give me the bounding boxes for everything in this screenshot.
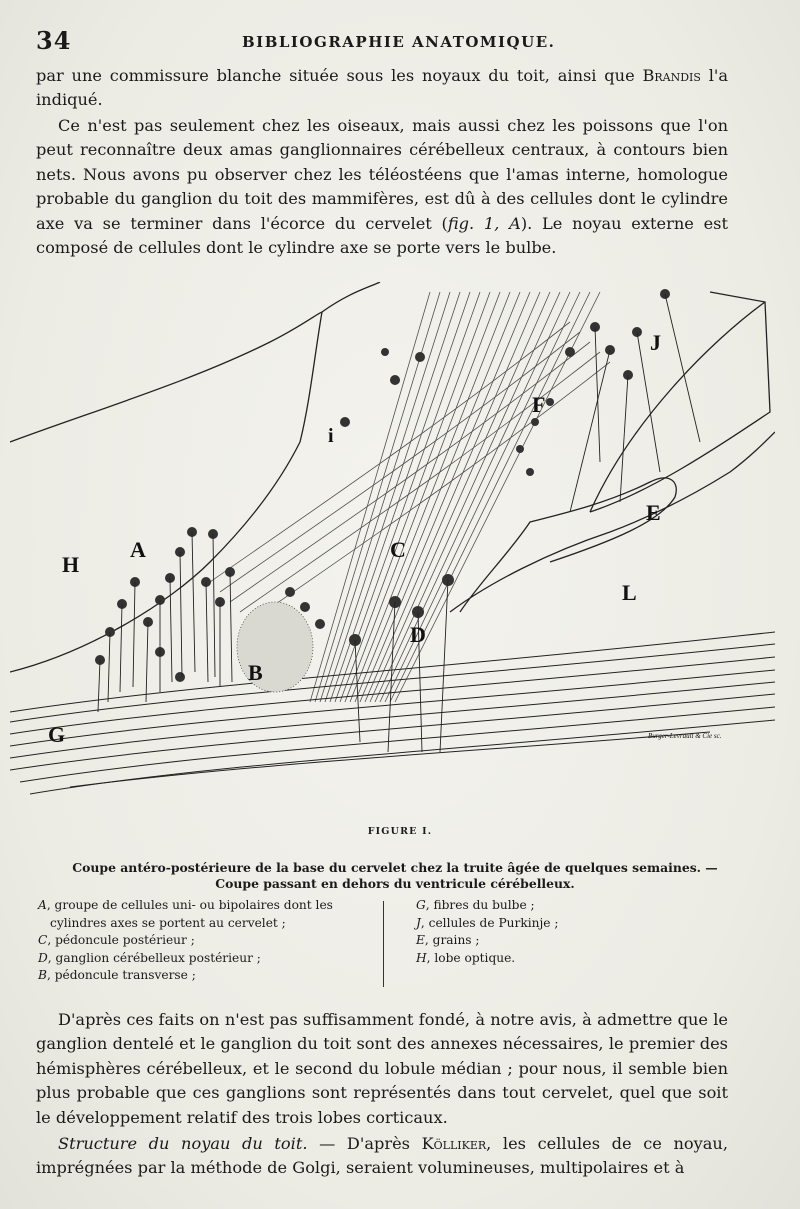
paragraph-3: D'après ces faits on n'est pas suffisamment fondé, à notre avis, à admettre que le ganglion dentelé et le ganglion du toit sont des annexes nécessaires, le premier des hémisphères cérébelleux, et le second du lobule médian ; pour nous, il semble bien plus probable que ces ganglions sont représentés dans tout cervelet, quel que soit le développement relatif des trois lobes corticaux. (36, 1010, 728, 1127)
p4-text-after: , les cellules de ce noyau, imprégnées par la méthode de Golgi, seraient volumineuses, multipolaires et à (36, 1134, 728, 1178)
legend-item: J, cellules de Purkinje ; (416, 915, 559, 930)
legend-item: G, fibres du bulbe ; (416, 898, 535, 912)
fig-label-G: G (48, 722, 66, 747)
fig-label-L: L (622, 580, 637, 605)
running-title: BIBLIOGRAPHIE ANATOMIQUE. (242, 33, 556, 51)
fig-label-i: i (328, 425, 334, 447)
figure-cerebellum-section (10, 282, 775, 797)
fig-label-A: A (130, 537, 146, 562)
legend-item: A, groupe de cellules uni- ou bipolaires dont les cylindres axes se portent au cervelet ; (38, 898, 333, 930)
legend-item: H, lobe optique. (416, 950, 516, 965)
p2-text-after: ). Le noyau externe est composé de cellules dont le cylindre axe se porte vers le bulbe. (36, 213, 728, 258)
author-name-kolliker: Kölliker (421, 1134, 487, 1153)
p1-text-after: l'a indiqué. (36, 66, 728, 110)
fig-label-D: D (410, 622, 426, 647)
author-name-brandis: Brandis (642, 66, 701, 85)
page-header (36, 26, 756, 62)
fig-label-J: J (650, 330, 661, 355)
figure-title: FIGURE I. (367, 826, 433, 837)
p1-text-before: par une commissure blanche située sous les noyaux du toit, ainsi que (36, 66, 643, 85)
p2-text-before: Ce n'est pas seulement chez les oiseaux, mais aussi chez les poissons que l'on peut reconnaître deux amas ganglionnaires cérébelleux centraux, à contours bien nets. Nous avons pu observer chez les téléostéens que l'amas interne, homologue probable du ganglion du toit des mammifères, est dû à des cellules dont le cylindre axe va se terminer dans l'écorce du cervelet ( (36, 116, 728, 233)
legend-item: C, pédoncule postérieur ; (38, 933, 195, 947)
paragraph-4 (36, 1132, 728, 1181)
legend-item: B, pédoncule transverse ; (38, 968, 196, 982)
legend-item: E, grains ; (416, 933, 480, 947)
page-number: 34 (36, 26, 72, 55)
legend-left-column (38, 897, 373, 985)
figure-legend (38, 897, 758, 989)
figure-reference: fig. 1, A (447, 213, 521, 233)
legend-item: D, ganglion cérébelleux postérieur ; (38, 950, 261, 965)
paragraph-1 (36, 64, 728, 113)
section-heading: Structure du noyau du toit. (58, 1134, 308, 1153)
fig-label-B: B (248, 660, 263, 685)
legend-right-column (416, 897, 736, 967)
fig-label-F: F (532, 392, 546, 417)
p4-dash: — D'après (307, 1134, 422, 1153)
figure-caption: Coupe antéro-postérieure de la base du cervelet chez la truite âgée de quelques semaines. — Coupe passant en dehors du ventricule cérébelleux. (72, 860, 718, 891)
fig-label-C: C (390, 537, 406, 562)
engraver-credit: Burger-Levrault & Cie sc. (648, 732, 722, 740)
paragraph-2 (36, 114, 728, 260)
fig-label-H: H (62, 552, 80, 577)
fig-label-E: E (646, 500, 661, 525)
legend-divider (383, 901, 384, 987)
